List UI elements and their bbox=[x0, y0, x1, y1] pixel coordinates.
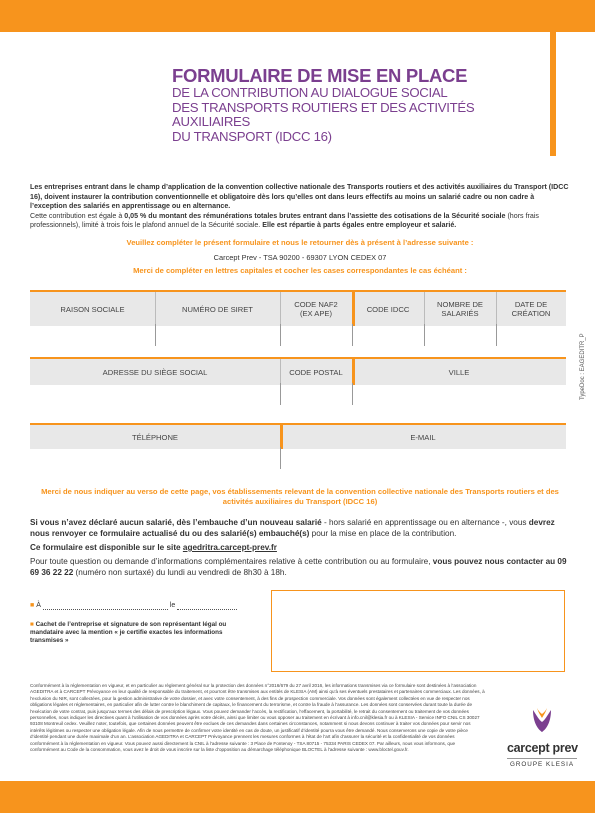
contact-header bbox=[30, 423, 566, 449]
col-date-creation: DATE DE CRÉATION bbox=[511, 300, 551, 318]
col-ville: VILLE bbox=[448, 367, 470, 377]
no-employee-a: Si vous n’avez déclaré aucun salarié, dès l’embauche d’un nouveau salarié bbox=[30, 518, 322, 527]
carcept-prev-logo bbox=[507, 706, 577, 768]
col-email: E-MAIL bbox=[410, 432, 436, 442]
company-info-inputs[interactable] bbox=[30, 324, 566, 346]
title-block bbox=[172, 66, 552, 144]
legal-notice: Conformément à la réglementation en vigueur, et en particulier au règlement général sur la protection des données n°2016/679 du 27 avril 2016, les informations transmises via ce formulaire sont destinées à l’association AGEDITRA et à CARCEPT Prévoyance en leur qualité de responsable du traitement, et pourront être transmises aux entités de KLESIA (AM) ainsi qu’à ses éventuels prestataires et partenaires commerciaux. Les données, à l’exclusion du NIR, sont collectées, pour la gestion administrative de votre dossier, et avec votre consentement, à des fins de prospection commerciale. Vos données sont également collectées en vue de respecter nos obligations légales et réglementaires, en particulier afin de lutter contre le blanchiment de capitaux, le financement du terrorisme, et contre la fraude à l’assurance. Les données sont conservées durant toute la durée de l’exécution de votre contrat, puis jusqu’aux termes des délais de prescription légaux. Vous pouvez demander l’accès, la rectification, l’effacement, la portabilité, le retrait du consentement ou traitement de vos données personnelles, nous indiquer les directives quant à l’utilisation de vos données après votre décès, ainsi que limiter ou vous opposer au traitement en écrivant à info.cnil@klesia.fr ou à KLESIA - Service INFO CNIL CS 30027 93108 Montreuil cedex. Veuillez noter, toutefois, que certaines données peuvent être exclues de ces demandes dans certaines circonstances, notamment si nous devons continuer à traiter vos données pour servir nos intérêts légitimes ou respecter une obligation légale. Afin de nous permettre de confirmer votre identité en cas de doute, un justificatif d’identité pourra vous être demandé. Nous conserverons une copie de votre pièce d’identité pendant une durée maximale d’un an. L’association AGEDITRA et CARCEPT Prévoyance prennent les mesures conformes à l’état de l’art afin d’assurer la sécurité et la confidentialité de vos données conformément à la réglementation en vigueur. Vous pouvez aussi directement la CNIL à l’adresse suivante : 3 Place de Fontenoy - TSA 80715 - 75334 PARIS CEDEX 07. Par ailleurs, nous vous informons, que conformément au Code de la consommation, vous avez le droit de vous inscrire sur la liste d’opposition au démarchage téléphonique BLOCTEL à l’adresse suivante : www.bloctel.gouv.fr. bbox=[30, 683, 485, 753]
logo-group: GROUPE KLESIA bbox=[507, 758, 577, 768]
col-siret: NUMÉRO DE SIRET bbox=[182, 304, 253, 314]
address-inputs[interactable] bbox=[30, 383, 566, 405]
col-nb-salaries: NOMBRE DE SALARIÉS bbox=[437, 300, 483, 318]
contact-inputs[interactable] bbox=[30, 447, 566, 469]
col-code-postal: CODE POSTAL bbox=[289, 367, 343, 377]
return-address: Carcept Prev - TSA 90200 - 69307 LYON CEDEX 07 bbox=[213, 253, 387, 262]
page-title: FORMULAIRE DE MISE EN PLACE bbox=[172, 65, 468, 86]
website-link[interactable]: agedritra.carcept-prev.fr bbox=[182, 543, 277, 552]
page-subtitle-1: DE LA CONTRIBUTION AU DIALOGUE SOCIAL bbox=[172, 85, 448, 100]
website-label: Ce formulaire est disponible sur le site bbox=[30, 543, 183, 552]
establishments-note: Merci de nous indiquer au verso de cette page, vos établissements relevant de la convention collective nationale des Transports routiers et des activités auxiliaires du Transport (IDCC 16) bbox=[41, 487, 559, 506]
no-employee-c: devrez nous renvoyer ce formulaire actualisé du ou des salarié(s) embauché(s) bbox=[30, 518, 555, 538]
col-telephone: TÉLÉPHONE bbox=[132, 432, 178, 442]
place-field[interactable] bbox=[43, 609, 168, 610]
col-adresse-siege: ADRESSE DU SIÈGE SOCIAL bbox=[102, 367, 208, 377]
company-info-header bbox=[30, 290, 566, 326]
capitals-instruction: Merci de compléter en lettres capitales et cocher les cases correspondantes le cas échéant : bbox=[133, 266, 467, 275]
return-instruction: Veuillez compléter le présent formulaire et nous le retourner dès à présent à l’adresse suivante : bbox=[126, 238, 474, 247]
col-idcc: CODE IDCC bbox=[366, 304, 410, 314]
no-employee-d: pour la mise en place de la contribution. bbox=[309, 528, 457, 538]
document-type-ref: TypeDoc : EAGEDITR_P bbox=[580, 333, 586, 400]
contact-c: (numéro non surtaxé) du lundi au vendredi de 8h30 à 18h. bbox=[73, 567, 287, 577]
address-header bbox=[30, 357, 566, 385]
no-employee-paragraph bbox=[30, 518, 570, 539]
no-employee-b: - hors salarié en apprentissage ou en alternance -, vous bbox=[321, 518, 529, 527]
page-subtitle-2: DES TRANSPORTS ROUTIERS ET DES ACTIVITÉS AUXILIAIRES bbox=[172, 99, 475, 129]
date-label: le bbox=[169, 602, 176, 609]
contact-paragraph bbox=[30, 557, 570, 578]
stamp-label: Cachet de l’entreprise et signature de son représentant légal ou mandataire avec la mention « je certifie exactes les informations transmises » bbox=[30, 621, 227, 644]
intro-paragraph-1: Les entreprises entrant dans le champ d’application de la convention collective nationale des Transports routiers et des activités auxiliaires du Transport (IDCC 16), doivent instaurer la contribution conventionnelle et obligatoire dès lors qu’elles ont dans leurs effectifs au moins un salarié cadre ou non cadre à l’exception des salariés en apprentissage ou en alternance. bbox=[30, 183, 569, 210]
col-naf2: CODE NAF2 (EX APE) bbox=[294, 300, 338, 318]
website-line bbox=[30, 543, 570, 554]
logo-name: carcept prev bbox=[507, 741, 578, 755]
date-field[interactable] bbox=[177, 609, 237, 610]
bottom-orange-band bbox=[0, 781, 595, 813]
place-label: À bbox=[36, 602, 41, 609]
col-raison-sociale: RAISON SOCIALE bbox=[60, 304, 125, 314]
signature-box[interactable] bbox=[271, 590, 565, 672]
logo-mark-icon bbox=[525, 706, 559, 734]
intro-p2-c: (hors frais professionnels), limité à trois fois le plafond annuel de la Sécurité sociale. bbox=[30, 211, 539, 229]
intro-p2-d: Elle est répartie à parts égales entre employeur et salarié. bbox=[262, 221, 457, 229]
contact-a: Pour toute question ou demande d’informations complémentaires relative à cette contribution ou au formulaire, bbox=[30, 557, 433, 566]
intro-p2-a: Cette contribution est égale à bbox=[30, 211, 125, 220]
intro-text bbox=[30, 183, 570, 231]
intro-p2-b: 0,05 % du montant des rémunérations totales brutes entrant dans l’assiette des cotisations de la Sécurité sociale bbox=[124, 211, 506, 220]
contact-b: vous pouvez nous contacter au 09 69 36 22 22 bbox=[30, 557, 567, 577]
page-subtitle-3: DU TRANSPORT (IDCC 16) bbox=[172, 128, 332, 144]
